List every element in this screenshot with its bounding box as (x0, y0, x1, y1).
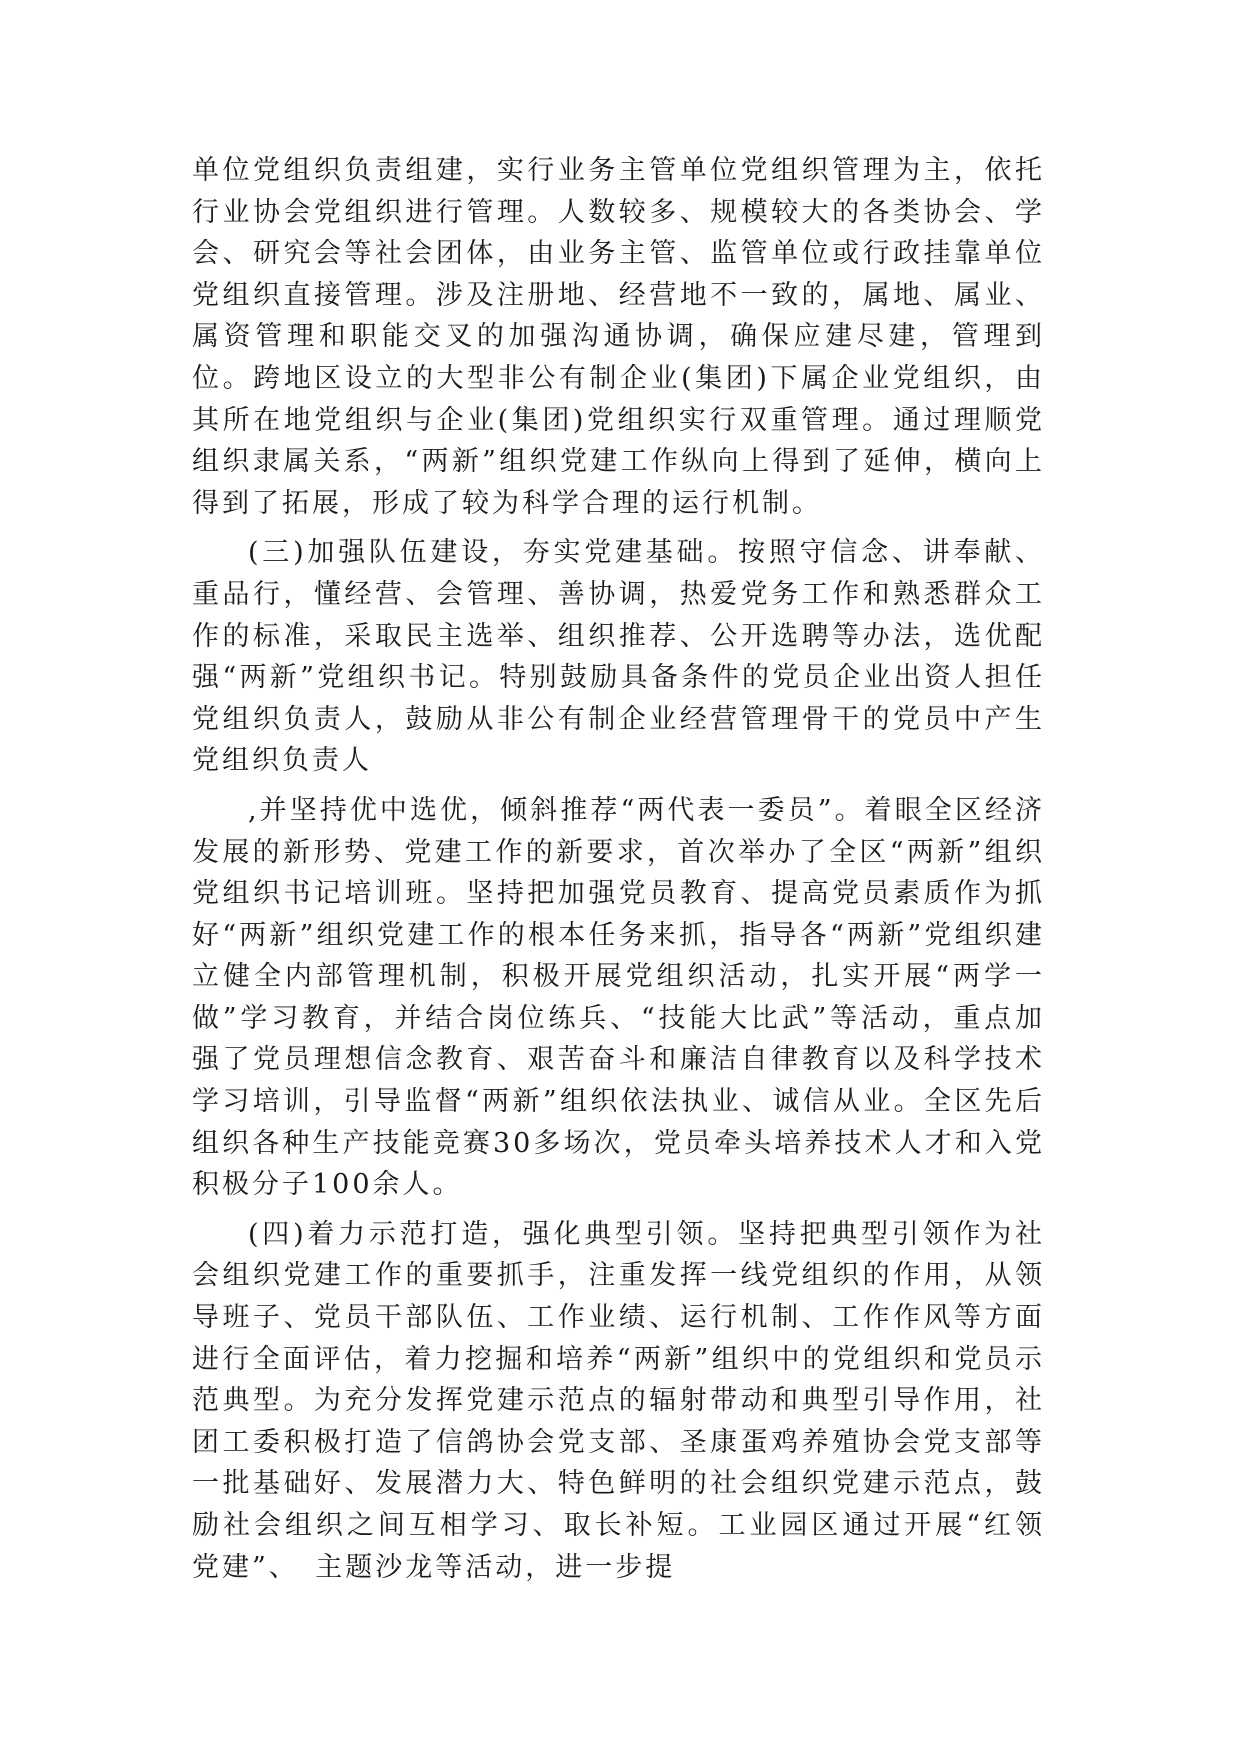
paragraph-1: 单位党组织负责组建，实行业务主管单位党组织管理为主，依托行业协会党组织进行管理。人数较多、规模较大的各类协会、学会、研究会等社会团体，由业务主管、监管单位或行政挂靠单位党组织直接管理。涉及注册地、经营地不一致的，属地、属业、属资管理和职能交叉的加强沟通协调，确保应建尽建，管理到位。跨地区设立的大型非公有制企业(集团)下属企业党组织，由其所在地党组织与企业(集团)党组织实行双重管理。通过理顺党组织隶属关系，“两新”组织党建工作纵向上得到了延伸，横向上得到了拓展，形成了较为科学合理的运行机制。 (192, 155, 1045, 519)
document-body (192, 150, 1045, 1596)
paragraph-2-section-three: (三)加强队伍建设，夯实党建基础。按照守信念、讲奉献、重品行，懂经营、会管理、善协调，热爱党务工作和熟悉群众工作的标准，采取民主选举、组织推荐、公开选聘等办法，选优配强“两新”党组织书记。特别鼓励具备条件的党员企业出资人担任党组织负责人，鼓励从非公有制企业经营管理骨干的党员中产生党组织负责人 (192, 537, 1045, 777)
paragraph-4-section-four: (四)着力示范打造，强化典型引领。坚持把典型引领作为社会组织党建工作的重要抓手，注重发挥一线党组织的作用，从领导班子、党员干部队伍、工作业绩、运行机制、工作作风等方面进行全面评估，着力挖掘和培养“两新”组织中的党组织和党员示范典型。为充分发挥党建示范点的辐射带动和典型引导作用，社团工委积极打造了信鸽协会党支部、圣康蛋鸡养殖协会党支部等一批基础好、发展潜力大、特色鲜明的社会组织党建示范点，鼓励社会组织之间互相学习、取长补短。工业园区通过开展“红领党建”、 主题沙龙等活动，进一步提 (192, 1218, 1045, 1583)
paragraph-3: ,并坚持优中选优，倾斜推荐“两代表一委员”。着眼全区经济发展的新形势、党建工作的新要求，首次举办了全区“两新”组织党组织书记培训班。坚持把加强党员教育、提高党员素质作为抓好“两新”组织党建工作的根本任务来抓，指导各“两新”党组织建立健全内部管理机制，积极开展党组织活动，扎实开展“两学一做”学习教育，并结合岗位练兵、“技能大比武”等活动，重点加强了党员理想信念教育、艰苦奋斗和廉洁自律教育以及科学技术学习培训，引导监督“两新”组织依法执业、诚信从业。全区先后组织各种生产技能竞赛30多场次，党员牵头培养技术人才和入党积极分子100余人。 (192, 794, 1045, 1201)
